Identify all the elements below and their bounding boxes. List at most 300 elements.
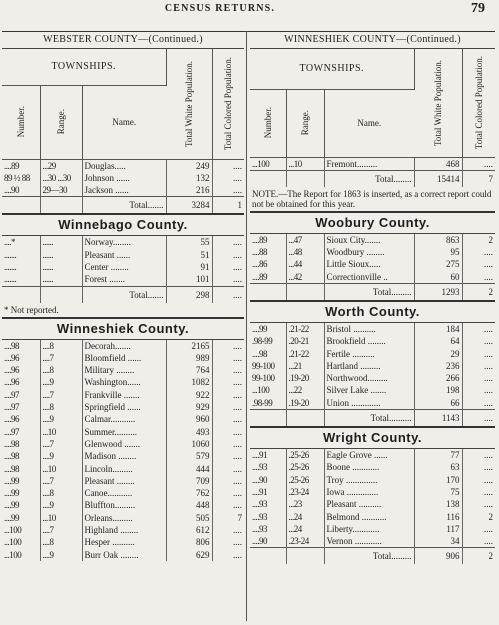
township-range: ...30 ...30 [40,172,82,184]
white-population: 960 [166,413,212,425]
number-heading-right: Number. [262,107,273,139]
township-range: ...47 [286,234,324,246]
total-row [250,170,495,187]
table-row [250,535,495,548]
township-range: ...... [40,236,82,248]
table-row [2,426,244,438]
colored-population: .... [233,414,242,425]
winnebago-title: Winnebago County. [2,213,244,236]
colored-population: .... [233,365,242,376]
township-name: Boone ............ [324,461,414,473]
colored-population: .... [233,172,243,183]
township-number: ....99 [250,323,286,335]
colored-population: .... [233,237,242,248]
total-white: 1293 [414,283,462,300]
colored-population: .... [233,451,242,462]
total-spacer [250,548,286,565]
township-number: ....98 [250,348,286,360]
table-row [2,261,244,273]
page-header-title: CENSUS RETURNS. [164,3,276,14]
township-range: .20-21 [286,335,324,347]
colored-heading: Total Colored Population. [223,57,234,151]
township-number: ....90 [2,184,40,197]
township-name: Bristol .......... [324,323,414,335]
colored-population: 2 [488,234,493,245]
white-population: 184 [414,323,462,335]
white-population: 1082 [166,376,212,388]
township-name: Belmond ........... [324,511,414,523]
white-population: 34 [414,535,462,548]
wright-table [250,449,495,564]
white-population: 629 [166,549,212,561]
white-population: 75 [414,486,462,498]
township-name: Iowa .............. [324,486,414,498]
total-label: Total....... [82,286,166,303]
township-name: Calmar........... [82,413,166,425]
township-range: ...10 [286,157,324,170]
township-number: ....99 [2,475,40,487]
webster-table [2,49,244,213]
total-label: Total.......... [324,410,414,427]
number-heading: Number. [15,106,26,138]
township-number: ....99 [2,512,40,524]
colored-population: .... [233,500,242,511]
total-spacer [286,410,324,427]
white-population: 266 [414,372,462,384]
table-row [250,246,495,258]
white-population: 51 [166,249,212,261]
table-row [2,159,244,172]
table-row [2,389,244,401]
total-colored: 2 [462,548,495,565]
table-row [250,511,495,523]
table-row [2,536,244,548]
colored-population: .... [233,377,242,388]
township-range: .25-26 [286,474,324,486]
colored-population: .... [233,249,242,260]
winneshiek-table [2,340,244,561]
townships-heading: TOWNSHIPS. [2,49,166,85]
white-population: 63 [414,461,462,473]
winneshiek-cont-table [250,49,495,187]
township-name: Bloomfield ...... [82,352,166,364]
colored-population: .... [233,525,242,536]
township-name: Norway........ [82,236,166,248]
township-number: ...100 [250,157,286,170]
township-number: ....93 [250,498,286,510]
colored-population: .... [233,463,242,474]
white-population: 91 [166,261,212,273]
name-heading: Name. [82,85,166,159]
township-name: Military ........ [82,364,166,376]
township-range: .19-20 [286,372,324,384]
colored-population: .... [484,462,493,473]
township-range: ....9 [40,549,82,561]
township-name: Glenwood ....... [82,438,166,450]
white-population: 579 [166,450,212,462]
township-name: Vernon ............ [324,535,414,548]
township-number: ...100 [2,536,40,548]
township-range: ...24 [286,511,324,523]
colored-population: .... [233,389,242,400]
colored-population: .... [484,259,493,270]
white-population: 198 [414,384,462,396]
township-number: ....97 [2,401,40,413]
township-name: Pleasant ........ [82,475,166,487]
total-spacer [250,283,286,300]
table-row [2,184,244,197]
white-population: 116 [414,511,462,523]
township-number: ....86 [250,258,286,270]
township-number: ....96 [2,413,40,425]
total-colored: .... [212,286,244,303]
colored-population: .... [233,549,242,560]
township-number: 99-100 [250,360,286,372]
table-row [2,352,244,364]
white-population: 762 [166,487,212,499]
township-range: ...22 [286,384,324,396]
total-spacer [2,286,40,303]
winneshiek-title: Winneshiek County. [2,317,244,340]
township-name: Canoe........... [82,487,166,499]
white-population: 101 [166,273,212,286]
township-name: Douglas..... [82,159,166,172]
total-spacer [2,197,40,214]
white-population: 493 [166,426,212,438]
column-divider [246,31,247,621]
township-name: Correctionville .. [324,271,414,284]
table-row [250,498,495,510]
township-name: Fertile .......... [324,348,414,360]
colored-population: .... [484,523,493,534]
white-population: 448 [166,499,212,511]
township-number: ....99 [2,487,40,499]
table-row [250,258,495,270]
township-range: ...... [40,249,82,261]
white-population: 95 [414,246,462,258]
white-population: 505 [166,512,212,524]
winnebago-table [2,236,244,302]
colored-population: .... [484,474,493,485]
township-name: Johnson ...... [82,172,166,184]
table-row [250,271,495,284]
total-row [250,548,495,565]
white-population: 709 [166,475,212,487]
white-population: 60 [414,271,462,284]
table-row [250,157,495,170]
winnebago-footnote: * Not reported. [4,304,59,315]
range-heading-right: Range. [300,110,310,136]
total-spacer [286,548,324,565]
table-row [250,486,495,498]
township-number: ....93 [250,461,286,473]
township-range: .25-26 [286,449,324,461]
table-row [250,474,495,486]
total-spacer [40,286,82,303]
white-population: 117 [414,523,462,535]
white-population: 2165 [166,340,212,352]
township-range: ....7 [40,389,82,401]
township-number: ....97 [2,389,40,401]
table-row [2,450,244,462]
table-row [250,335,495,347]
colored-population: .... [484,271,493,282]
table-row [2,499,244,511]
table-row [250,234,495,246]
township-range: .21-22 [286,323,324,335]
table-row [2,512,244,524]
township-name: Frankville ....... [82,389,166,401]
township-name: Washington...... [82,376,166,388]
township-name: Silver Lake ....... [324,384,414,396]
township-number: ....93 [250,511,286,523]
colored-heading-right: Total Colored Population. [473,56,484,150]
township-number: ....91 [250,486,286,498]
township-number: ....98 [2,340,40,352]
white-population: 132 [166,172,212,184]
colored-population: .... [233,402,242,413]
township-range: ....8 [40,487,82,499]
township-name: Burr Oak ........ [82,549,166,561]
township-number: ....90 [250,535,286,548]
winneshiek-cont-title: WINNESHIEK COUNTY—(Continued.) [250,32,495,49]
total-colored: 7 [462,170,495,187]
township-range: ...24 [286,523,324,535]
township-number: ....... [2,249,40,261]
township-range: ....8 [40,340,82,352]
total-row [250,283,495,300]
total-white: 1143 [414,410,462,427]
township-range: ...48 [286,246,324,258]
township-name: Little Sioux..... [324,258,414,270]
township-range: ....8 [40,536,82,548]
table-row [2,524,244,536]
total-colored: 1 [212,197,244,214]
township-name: Hesper .......... [82,536,166,548]
colored-population: .... [484,373,493,384]
township-name: Pleasant ...... [82,249,166,261]
table-row [2,172,244,184]
townships-heading-right: TOWNSHIPS. [250,49,414,89]
township-range: ....7 [40,475,82,487]
total-colored: .... [462,410,495,427]
township-range: ....7 [40,524,82,536]
table-row [2,340,244,352]
township-number: ....96 [2,364,40,376]
colored-population: .... [233,488,242,499]
total-label: Total......... [324,548,414,565]
white-population: 989 [166,352,212,364]
township-name: Decorah....... [82,340,166,352]
total-label: Total........ [324,170,414,187]
colored-population: .... [233,261,242,272]
township-number: ....98 [2,438,40,450]
township-range: ....9 [40,499,82,511]
total-spacer [286,170,324,187]
white-population: 170 [414,474,462,486]
township-number: ....89 [250,271,286,284]
township-number: ....97 [2,426,40,438]
township-range: ...10 [40,512,82,524]
table-row [2,273,244,286]
township-name: Northwood......... [324,372,414,384]
table-row [2,463,244,475]
left-column [2,32,244,561]
total-colored: 2 [462,283,495,300]
white-population: 216 [166,184,212,197]
white-population: 66 [414,397,462,410]
township-number: ....89 [250,234,286,246]
white-population: 806 [166,536,212,548]
colored-population: .... [233,438,242,449]
township-number: ....* [2,236,40,248]
colored-population: .... [484,158,494,169]
colored-population: 7 [237,512,242,523]
colored-population: .... [233,537,242,548]
white-population: 468 [414,157,462,170]
township-name: Brookfield ........ [324,335,414,347]
township-name: Liberty............ [324,523,414,535]
white-population: 64 [414,335,462,347]
township-number: .98-99 [250,335,286,347]
township-range: ...29 [40,159,82,172]
webster-title: WEBSTER COUNTY—(Continued.) [2,32,244,49]
township-number: 89 ½ 88 [2,172,40,184]
township-number: ....93 [250,523,286,535]
township-range: .23-24 [286,535,324,548]
township-range: ...42 [286,271,324,284]
township-name: Jackson ...... [82,184,166,197]
township-range: ....8 [40,401,82,413]
colored-population: .... [484,499,493,510]
white-population: 863 [414,234,462,246]
colored-population: .... [484,360,493,371]
white-population: 929 [166,401,212,413]
table-row [2,475,244,487]
township-range: ....9 [40,450,82,462]
total-row [250,410,495,427]
township-range: ...... [40,273,82,286]
township-range: 29—30 [40,184,82,197]
page-header [0,0,499,18]
township-number: ...100 [2,524,40,536]
colored-population: .... [233,340,242,351]
colored-population: 2 [488,511,493,522]
township-name: Union ............. [324,397,414,410]
table-row [2,401,244,413]
table-row [2,236,244,248]
colored-population: .... [233,185,243,196]
township-name: Summer.......... [82,426,166,438]
township-range: ....7 [40,352,82,364]
total-label: Total....... [82,197,166,214]
table-row [2,249,244,261]
total-white: 3284 [166,197,212,214]
colored-population: .... [484,323,493,334]
township-range: ....9 [40,413,82,425]
total-label: Total......... [324,283,414,300]
township-number: ....90 [250,474,286,486]
township-range: .21-22 [286,348,324,360]
report-note: NOTE.—The Report for 1863 is inserted, as a correct report could not be obtained for this year. [252,188,492,209]
township-number: ....99 [2,499,40,511]
township-number: .98-99 [250,397,286,410]
colored-population: .... [484,348,493,359]
township-name: Center ........ [82,261,166,273]
white-heading: Total White Population. [184,60,195,147]
township-range: ...10 [40,463,82,475]
township-name: Sioux City....... [324,234,414,246]
colored-population: .... [233,160,243,171]
township-number: 99-100 [250,372,286,384]
woodbury-table [250,234,495,300]
township-range: .19-20 [286,397,324,410]
white-heading-right: Total White Population. [433,59,444,146]
township-range: .23-24 [286,486,324,498]
table-row [250,323,495,335]
township-name: Lincoln......... [82,463,166,475]
white-population: 55 [166,236,212,248]
table-row [250,449,495,461]
table-row [250,360,495,372]
total-white: 906 [414,548,462,565]
white-population: 275 [414,258,462,270]
table-row [2,413,244,425]
table-row [250,348,495,360]
township-range: ....9 [40,376,82,388]
white-population: 612 [166,524,212,536]
colored-population: .... [484,397,493,408]
table-row [2,376,244,388]
table-row [250,397,495,410]
township-number: ....98 [2,463,40,475]
township-range: ....7 [40,438,82,450]
township-number: ...100 [2,549,40,561]
township-number: ....96 [2,376,40,388]
table-row [2,549,244,561]
township-name: Pleasant .......... [324,498,414,510]
white-population: 138 [414,498,462,510]
white-population: 249 [166,159,212,172]
table-row [2,364,244,376]
township-range: ....8 [40,364,82,376]
colored-population: .... [233,352,242,363]
township-number: ....98 [2,450,40,462]
woodbury-title: Woobury County. [250,211,495,234]
colored-population: .... [484,536,493,547]
township-name: Eagle Grove ...... [324,449,414,461]
township-number: ....88 [250,246,286,258]
township-number: ...100 [250,384,286,396]
table-row [250,461,495,473]
white-population: 1060 [166,438,212,450]
range-heading: Range. [56,109,66,135]
colored-population: .... [233,426,242,437]
table-row [250,384,495,396]
total-white: 298 [166,286,212,303]
township-name: Hartland ......... [324,360,414,372]
page-number: 79 [471,1,485,16]
township-number: ....91 [250,449,286,461]
white-population: 922 [166,389,212,401]
township-name: Forest ....... [82,273,166,286]
table-row [2,438,244,450]
township-name: Madison ........ [82,450,166,462]
total-spacer [250,410,286,427]
table-row [2,487,244,499]
township-name: Troy .............. [324,474,414,486]
white-population: 764 [166,364,212,376]
